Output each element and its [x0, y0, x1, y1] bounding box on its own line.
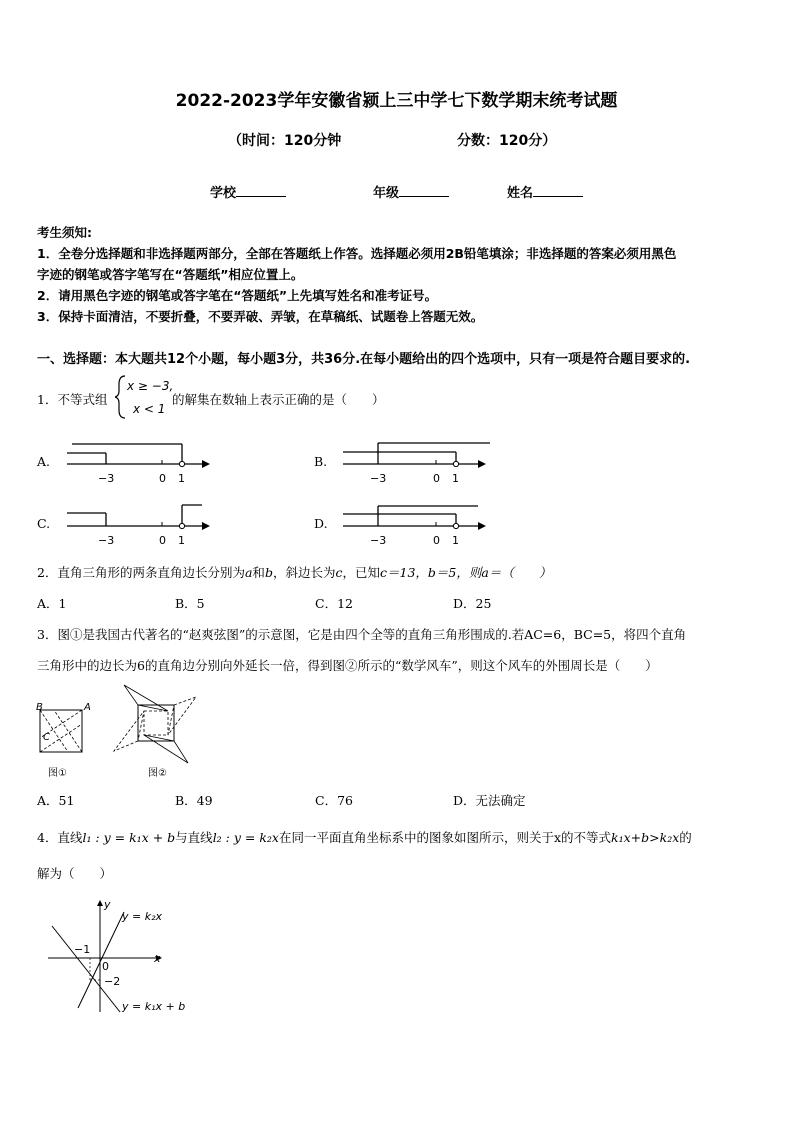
q1-option-c[interactable]: C. [37, 516, 51, 531]
q4-line-1: 4．直线l₁ : y = k₁x + b与直线l₂ : y = k₂x在同一平面直角坐标系中的图象如图所示，则关于x的不等式k₁x+b>k₂x的 [37, 830, 692, 845]
open-dot [179, 523, 184, 528]
tick-label-0: 0 [433, 472, 440, 485]
q1-ineq-1: x ≥ −3, [127, 379, 174, 393]
q4-graph [44, 896, 204, 1022]
q3-option-b[interactable]: B．49 [175, 793, 213, 808]
q1-suffix: 的解集在数轴上表示正确的是（ ） [172, 392, 385, 407]
line-l1 [52, 926, 120, 1012]
tick-label-neg1: −1 [74, 943, 91, 956]
tick-label-1: 1 [452, 534, 459, 547]
tick-label-neg3: −3 [98, 472, 115, 485]
q2-text: 2．直角三角形的两条直角边长分别为a和b，斜边长为c，已知c＝13，b＝5，则a＝（ ） [37, 565, 552, 580]
tick-label-0: 0 [159, 472, 166, 485]
tick-label-0: 0 [159, 534, 166, 547]
q2-option-b[interactable]: B．5 [175, 596, 205, 611]
line-l2 [78, 912, 124, 1008]
q1-option-a[interactable]: A. [37, 454, 51, 469]
q1-system-brace [115, 374, 175, 420]
q1-prefix: 1．不等式组 [37, 392, 108, 407]
page-title: 2022-2023学年安徽省颍上三中学七下数学期末统考试题 [175, 91, 618, 111]
grade-field[interactable] [373, 182, 449, 201]
name-label: 姓名 [507, 186, 534, 201]
y-axis-label: y [104, 898, 111, 911]
tick-label-neg3: −3 [370, 534, 387, 547]
q1-numberline-c[interactable] [62, 502, 212, 548]
exam-time: （时间：120分钟 [228, 133, 342, 149]
tick-label-1: 1 [178, 472, 185, 485]
origin-label: 0 [102, 960, 109, 973]
figure-2-caption: 图② [148, 768, 167, 779]
q3-line-2: 三角形中的边长为6的直角边分别向外延长一倍，得到图②所示的“数学风车”，则这个风车的外围周长是（ ） [37, 658, 658, 673]
exam-score: 分数：120分） [457, 133, 557, 149]
school-blank[interactable] [236, 184, 286, 197]
school-field[interactable] [210, 182, 286, 201]
q1-option-b[interactable]: B. [314, 454, 328, 469]
notice-item-3: 3．保持卡面清洁，不要折叠，不要弄破、弄皱，在草稿纸、试题卷上答题无效。 [37, 309, 484, 324]
q3-figure-2 [110, 683, 202, 783]
notice-item-1: 1．全卷分选择题和非选择题两部分，全部在答题纸上作答。选择题必须用2B铅笔填涂；非选择题的答案必须用黑色 [37, 246, 677, 261]
grade-label: 年级 [373, 186, 400, 201]
q2-option-c[interactable]: C．12 [315, 596, 353, 611]
grade-blank[interactable] [399, 184, 449, 197]
tick-label-neg3: −3 [370, 472, 387, 485]
label-l2: y = k₂x [122, 910, 163, 923]
q3-option-c[interactable]: C．76 [315, 793, 353, 808]
q3-option-a[interactable]: A．51 [37, 793, 75, 808]
label-c: C [43, 732, 50, 743]
tick-label-neg3: −3 [98, 534, 115, 547]
q3-figure-1 [34, 700, 94, 782]
name-field[interactable] [507, 182, 583, 201]
label-a: A [84, 702, 91, 713]
tick-label-neg2: −2 [104, 975, 121, 988]
q2-option-a[interactable]: A．1 [37, 596, 67, 611]
label-b: B [36, 702, 43, 713]
q1-ineq-2: x < 1 [133, 402, 166, 416]
tick-label-1: 1 [452, 472, 459, 485]
section-heading: 一、选择题：本大题共12个小题，每小题3分，共36分.在每小题给出的四个选项中，只有一项是符合题目要求的. [37, 352, 691, 367]
name-blank[interactable] [533, 184, 583, 197]
x-axis-label: x [154, 952, 161, 965]
notice-heading: 考生须知: [37, 225, 92, 240]
q3-line-1: 3．图①是我国古代著名的“赵爽弦图”的示意图，它是由四个全等的直角三角形围成的.若AC=6，BC=5，将四个直角 [37, 627, 687, 642]
q4-line-2: 解为（ ） [37, 866, 113, 881]
label-l1: y = k₁x + b [122, 1000, 186, 1013]
q3-option-d[interactable]: D．无法确定 [453, 793, 526, 808]
open-dot [453, 461, 458, 466]
open-dot [453, 523, 458, 528]
q2-option-d[interactable]: D．25 [453, 596, 492, 611]
brace-shape [115, 376, 125, 418]
q1-numberline-b[interactable] [338, 440, 498, 486]
tick-label-0: 0 [433, 534, 440, 547]
figure-1-caption: 图① [48, 768, 67, 779]
tick-label-1: 1 [178, 534, 185, 547]
school-label: 学校 [210, 186, 237, 201]
open-dot [179, 461, 184, 466]
q1-numberline-d[interactable] [338, 502, 498, 548]
notice-item-2: 2．请用黑色字迹的钢笔或答字笔在“答题纸”上先填写姓名和准考证号。 [37, 288, 438, 303]
q1-numberline-a[interactable] [62, 440, 212, 486]
notice-item-1-cont: 字迹的钢笔或答字笔写在“答题纸”相应位置上。 [37, 267, 304, 282]
q1-option-d[interactable]: D. [314, 516, 328, 531]
